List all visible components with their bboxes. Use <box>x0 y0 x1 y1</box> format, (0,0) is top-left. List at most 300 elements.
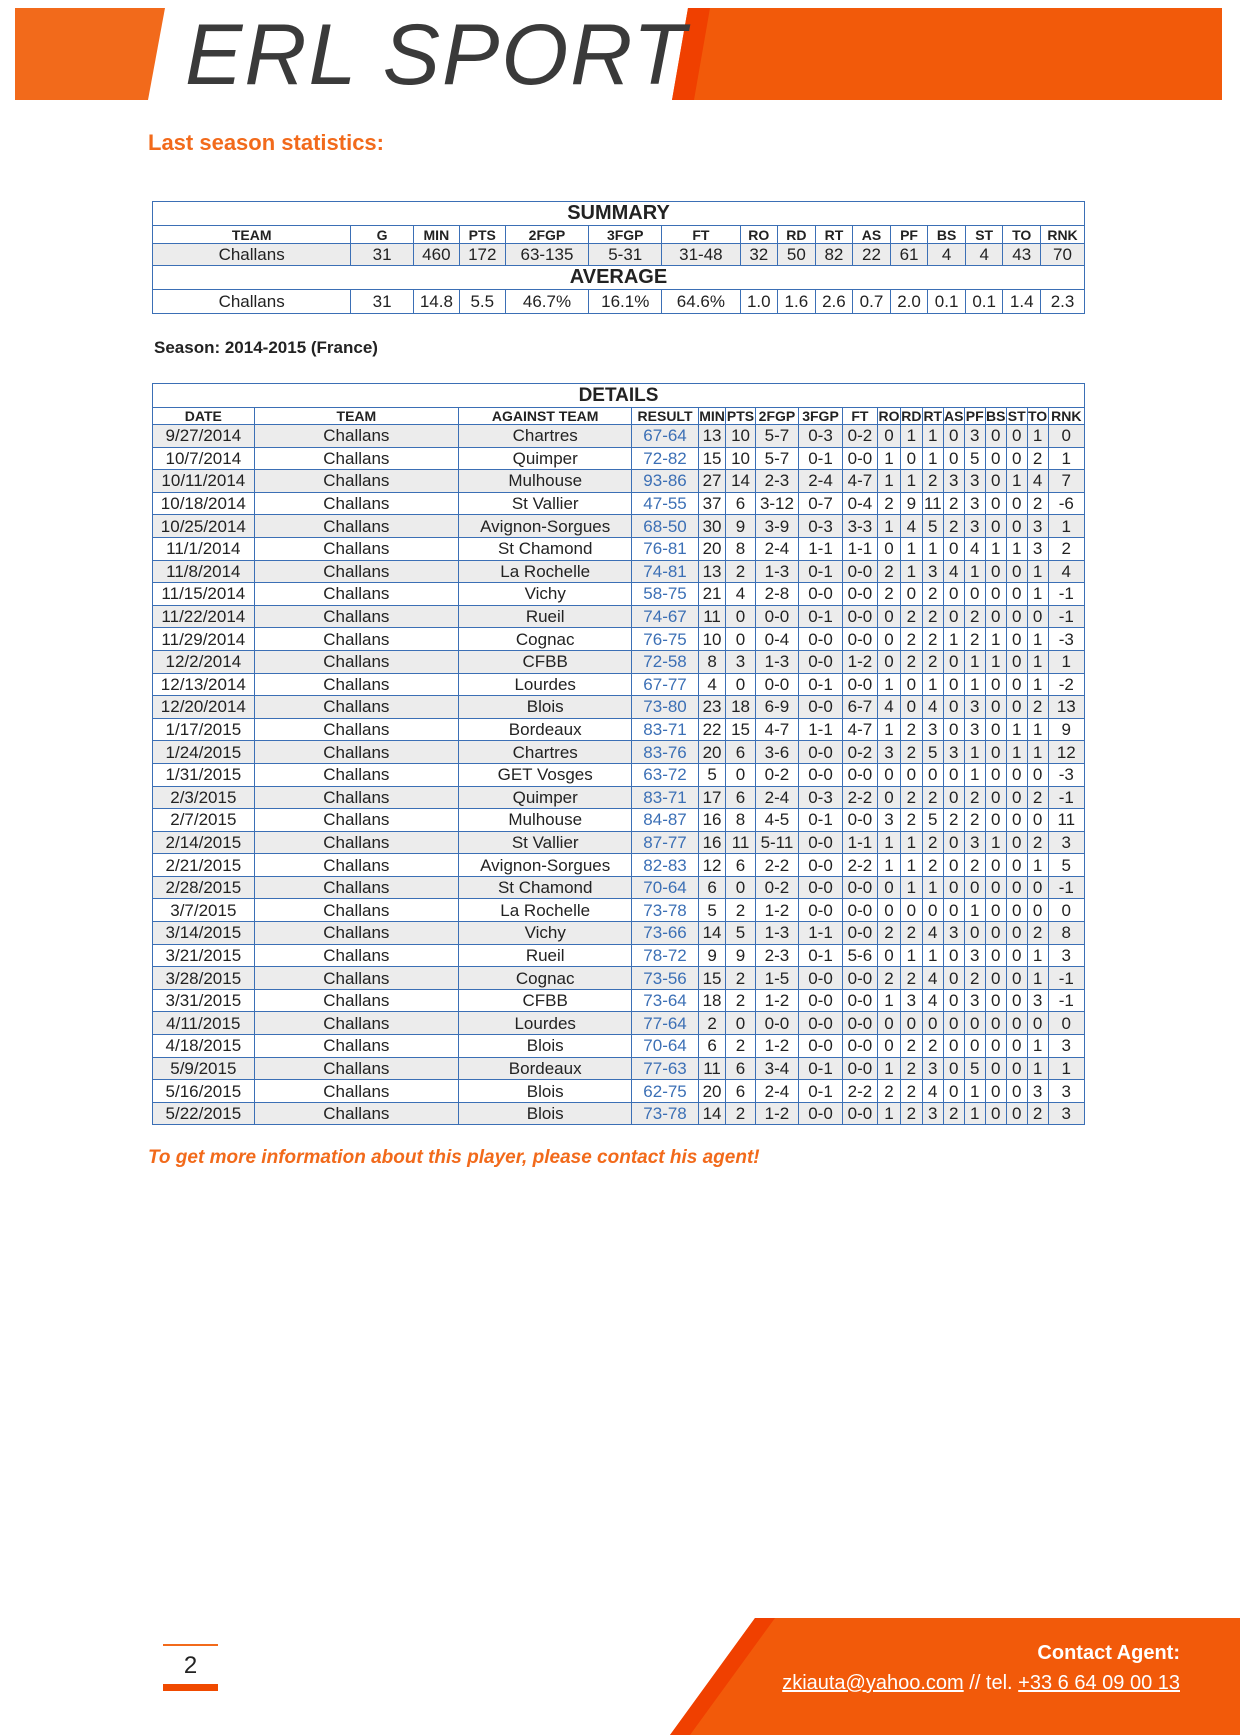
table-cell: 0 <box>985 1080 1006 1103</box>
details-header-cell: RESULT <box>632 408 698 425</box>
table-row <box>153 1057 1085 1080</box>
table-cell: Challans <box>254 583 458 606</box>
table-cell: 11 <box>726 831 755 854</box>
table-cell: 1-1 <box>799 537 843 560</box>
table-cell: 13 <box>698 560 726 583</box>
table-cell: Challans <box>254 673 458 696</box>
table-cell: 0 <box>985 425 1006 448</box>
result-link[interactable]: 73-66 <box>632 922 698 945</box>
table-cell: 5 <box>922 515 943 538</box>
table-cell: 0 <box>943 1035 964 1058</box>
table-row <box>153 876 1085 899</box>
table-cell: 2 <box>900 1057 922 1080</box>
table-cell: 0 <box>985 447 1006 470</box>
table-cell: 0-0 <box>842 1057 877 1080</box>
table-cell: 21 <box>698 583 726 606</box>
table-cell: Bordeaux <box>459 1057 632 1080</box>
details-header-cell: RO <box>878 408 900 424</box>
table-cell: 1 <box>964 763 985 786</box>
table-cell: 10/25/2014 <box>153 515 255 538</box>
table-cell: 2 <box>726 899 755 922</box>
details-caption-row <box>153 384 1085 408</box>
table-cell: Quimper <box>459 786 632 809</box>
table-row <box>153 718 1085 741</box>
table-cell: 1 <box>922 944 943 967</box>
table-cell: 1-3 <box>755 650 799 673</box>
table-cell: Challans <box>254 809 458 832</box>
table-cell: 0 <box>943 1057 964 1080</box>
table-cell: 1-2 <box>755 1035 799 1058</box>
result-link[interactable]: 73-78 <box>632 899 698 922</box>
table-cell: 2-8 <box>755 583 799 606</box>
table-cell: 1-1 <box>842 537 877 560</box>
table-cell: 9 <box>900 492 922 515</box>
table-cell: 0 <box>1048 1012 1084 1035</box>
table-cell: 3 <box>922 1102 943 1125</box>
table-cell: 0-0 <box>842 1035 877 1058</box>
table-cell: 3 <box>922 560 943 583</box>
table-cell: 11/15/2014 <box>153 583 255 606</box>
table-cell: 0 <box>878 1012 901 1035</box>
table-cell: 0-0 <box>755 605 799 628</box>
result-link[interactable]: 78-72 <box>632 944 698 967</box>
table-cell: 0-0 <box>842 583 877 606</box>
table-cell: 15 <box>726 718 755 741</box>
result-link[interactable]: 74-67 <box>632 605 698 628</box>
table-cell: 0 <box>922 899 943 922</box>
details-header-cell: AGAINST TEAM <box>459 408 632 425</box>
table-cell: 0 <box>943 673 964 696</box>
result-link[interactable]: 83-76 <box>632 741 698 764</box>
table-cell: 0-0 <box>842 605 877 628</box>
table-cell: 0 <box>943 583 964 606</box>
table-cell: 0 <box>943 967 964 990</box>
table-cell: 0 <box>943 854 964 877</box>
table-cell: 0 <box>726 673 755 696</box>
table-cell: 0 <box>1006 967 1027 990</box>
table-cell: 6 <box>698 876 726 899</box>
table-cell: -3 <box>1048 763 1084 786</box>
table-cell: 6 <box>726 1080 755 1103</box>
table-row <box>153 425 1085 448</box>
table-cell: 1 <box>964 1102 985 1125</box>
table-cell: 3 <box>1027 989 1048 1012</box>
table-cell: 1 <box>1027 854 1048 877</box>
table-cell: Mulhouse <box>459 809 632 832</box>
table-cell: 0 <box>943 1012 964 1035</box>
table-cell: 0-0 <box>799 1102 843 1125</box>
table-cell: 0-0 <box>799 763 843 786</box>
season-label: Season: 2014-2015 (France) <box>154 338 378 357</box>
table-cell: 5/22/2015 <box>153 1102 255 1125</box>
table-row <box>153 583 1085 606</box>
table-cell: 0-0 <box>842 1012 877 1035</box>
agent-phone-link[interactable]: +33 6 64 09 00 13 <box>1018 1672 1180 1694</box>
table-cell: 0 <box>1006 605 1027 628</box>
agent-email-link[interactable]: zkiauta@yahoo.com <box>782 1672 964 1694</box>
table-row <box>153 537 1085 560</box>
table-row <box>153 741 1085 764</box>
table-cell: 1 <box>1027 718 1048 741</box>
table-cell: 0-2 <box>755 763 799 786</box>
table-cell: 13 <box>1048 696 1084 719</box>
table-cell: 2 <box>1027 492 1048 515</box>
table-cell: 0 <box>985 560 1006 583</box>
table-cell: 1-1 <box>799 718 843 741</box>
table-cell: 4/18/2015 <box>153 1035 255 1058</box>
table-cell: 8 <box>726 537 755 560</box>
table-cell: 2 <box>943 809 964 832</box>
table-cell: 0 <box>985 470 1006 493</box>
table-row <box>153 560 1085 583</box>
table-cell: 2 <box>900 1102 922 1125</box>
table-cell: 0 <box>1006 492 1027 515</box>
table-cell: 3/31/2015 <box>153 989 255 1012</box>
table-cell: -1 <box>1048 989 1084 1012</box>
summary-header-cell: 3FGP <box>589 226 662 244</box>
summary-total-cell: 43 <box>1003 244 1041 266</box>
table-cell: 2/3/2015 <box>153 786 255 809</box>
details-header-cell: 3FGP <box>799 408 843 425</box>
result-link[interactable]: 47-55 <box>632 492 698 515</box>
result-link[interactable]: 67-77 <box>632 673 698 696</box>
table-cell: 4 <box>922 1080 943 1103</box>
table-cell: 0 <box>985 989 1006 1012</box>
result-link[interactable]: 73-64 <box>632 989 698 1012</box>
table-cell: 2 <box>900 922 922 945</box>
table-cell: 0-0 <box>842 876 877 899</box>
table-cell: 15 <box>698 447 726 470</box>
table-cell: 3 <box>964 718 985 741</box>
table-cell: Challans <box>254 944 458 967</box>
table-cell: 1 <box>1027 1035 1048 1058</box>
table-cell: 2 <box>726 989 755 1012</box>
table-cell: 1 <box>878 1102 901 1125</box>
result-link[interactable]: 76-81 <box>632 537 698 560</box>
summary-header-cell: BS <box>928 226 966 244</box>
table-cell: 0 <box>726 1012 755 1035</box>
table-cell: 6 <box>726 1057 755 1080</box>
table-cell: 27 <box>698 470 726 493</box>
table-cell: 37 <box>698 492 726 515</box>
table-cell: Challans <box>254 1080 458 1103</box>
summary-header-cell: TEAM <box>153 226 351 244</box>
header-banner <box>0 0 1240 110</box>
table-cell: 5/9/2015 <box>153 1057 255 1080</box>
table-cell: 1 <box>1006 537 1027 560</box>
summary-header-cell: RO <box>740 226 778 244</box>
table-cell: 1/17/2015 <box>153 718 255 741</box>
table-cell: 1 <box>878 470 901 493</box>
table-cell: 0 <box>985 515 1006 538</box>
result-link[interactable]: 68-50 <box>632 515 698 538</box>
table-cell: 4 <box>922 696 943 719</box>
table-cell: 2 <box>1027 696 1048 719</box>
table-cell: 0 <box>1006 944 1027 967</box>
table-cell: -2 <box>1048 673 1084 696</box>
table-cell: Challans <box>254 831 458 854</box>
table-cell: 0 <box>985 854 1006 877</box>
table-cell: 0 <box>985 492 1006 515</box>
summary-average-cell: 46.7% <box>505 290 588 314</box>
summary-total-cell: 61 <box>890 244 928 266</box>
table-cell: Challans <box>254 515 458 538</box>
table-cell: 5-7 <box>755 447 799 470</box>
result-link[interactable]: 63-72 <box>632 763 698 786</box>
table-cell: 1 <box>1006 741 1027 764</box>
table-cell: 0 <box>985 605 1006 628</box>
table-cell: 2 <box>943 515 964 538</box>
average-caption-row <box>153 266 1085 290</box>
table-cell: 6-9 <box>755 696 799 719</box>
summary-average-cell: 16.1% <box>589 290 662 314</box>
result-link[interactable]: 83-71 <box>632 786 698 809</box>
table-cell: 1 <box>900 560 922 583</box>
table-cell: 0 <box>878 876 901 899</box>
table-cell: 0 <box>943 989 964 1012</box>
table-cell: 2/28/2015 <box>153 876 255 899</box>
table-cell: 1 <box>1027 1057 1048 1080</box>
table-cell: 1 <box>1027 560 1048 583</box>
table-cell: 1 <box>1027 741 1048 764</box>
summary-average-cell: 0.1 <box>965 290 1003 314</box>
table-cell: Challans <box>254 447 458 470</box>
summary-average-cell: 0.1 <box>928 290 966 314</box>
result-link[interactable]: 72-58 <box>632 650 698 673</box>
table-cell: 0 <box>1006 899 1027 922</box>
details-header-cell: ST <box>1007 408 1026 424</box>
table-cell: -1 <box>1048 786 1084 809</box>
table-cell: 0-0 <box>799 741 843 764</box>
result-link[interactable]: 72-82 <box>632 447 698 470</box>
summary-average-row <box>153 290 1085 314</box>
table-cell: 0 <box>985 899 1006 922</box>
table-cell: 0 <box>943 425 964 448</box>
table-cell: 0 <box>1006 696 1027 719</box>
table-cell: 1 <box>900 854 922 877</box>
table-cell: 1 <box>922 425 943 448</box>
table-cell: 0-0 <box>842 809 877 832</box>
table-cell: 9 <box>1048 718 1084 741</box>
result-link[interactable]: 67-64 <box>632 425 698 448</box>
table-cell: 1 <box>878 989 901 1012</box>
summary-average-cell: 0.7 <box>853 290 891 314</box>
table-cell: 1 <box>1048 515 1084 538</box>
table-cell: 0 <box>1006 650 1027 673</box>
table-row <box>153 899 1085 922</box>
table-cell: 0-0 <box>799 876 843 899</box>
result-link[interactable]: 76-75 <box>632 628 698 651</box>
table-cell: 0-0 <box>799 628 843 651</box>
table-cell: 11 <box>698 605 726 628</box>
table-row <box>153 696 1085 719</box>
table-cell: 4 <box>1027 470 1048 493</box>
table-cell: 8 <box>1048 922 1084 945</box>
table-row <box>153 967 1085 990</box>
result-link[interactable]: 70-64 <box>632 876 698 899</box>
table-cell: 1 <box>1048 1057 1084 1080</box>
table-cell: 0-0 <box>799 1012 843 1035</box>
table-cell: 1 <box>878 831 901 854</box>
table-cell: 4-7 <box>842 470 877 493</box>
table-cell: 3 <box>964 425 985 448</box>
table-cell: 4 <box>878 696 901 719</box>
table-cell: 1 <box>1027 944 1048 967</box>
table-cell: 0 <box>1006 1012 1027 1035</box>
table-cell: 2-3 <box>755 944 799 967</box>
result-link[interactable]: 73-78 <box>632 1102 698 1125</box>
details-header-cell: PTS <box>726 408 755 424</box>
table-cell: 5 <box>964 1057 985 1080</box>
table-cell: 2 <box>1027 786 1048 809</box>
table-cell: 1-5 <box>755 967 799 990</box>
table-cell: 2 <box>726 967 755 990</box>
summary-average-cell: Challans <box>153 290 351 314</box>
table-cell: 0 <box>985 809 1006 832</box>
table-cell: 0-0 <box>799 967 843 990</box>
table-cell: 1-1 <box>842 831 877 854</box>
table-cell: 2 <box>726 560 755 583</box>
table-cell: 1 <box>1027 673 1048 696</box>
table-cell: 3 <box>900 989 922 1012</box>
table-cell: GET Vosges <box>459 763 632 786</box>
result-link[interactable]: 83-71 <box>632 718 698 741</box>
details-caption: DETAILS <box>153 384 1085 408</box>
table-cell: 2 <box>922 831 943 854</box>
table-cell: 0-0 <box>842 673 877 696</box>
details-header-cell: RD <box>901 408 922 424</box>
table-cell: Challans <box>254 876 458 899</box>
table-cell: 3 <box>1048 944 1084 967</box>
table-cell: 0-0 <box>842 967 877 990</box>
table-cell: 14 <box>698 922 726 945</box>
table-cell: 0 <box>1006 854 1027 877</box>
table-cell: 0-3 <box>799 515 843 538</box>
result-link[interactable]: 73-80 <box>632 696 698 719</box>
table-cell: -3 <box>1048 628 1084 651</box>
table-cell: 5 <box>922 741 943 764</box>
summary-average-cell: 31 <box>351 290 414 314</box>
table-cell: 2 <box>922 583 943 606</box>
table-cell: 2 <box>878 922 901 945</box>
table-cell: 5 <box>964 447 985 470</box>
table-cell: 0 <box>985 967 1006 990</box>
result-link[interactable]: 62-75 <box>632 1080 698 1103</box>
table-cell: 1 <box>1048 447 1084 470</box>
table-cell: 10/18/2014 <box>153 492 255 515</box>
result-link[interactable]: 58-75 <box>632 583 698 606</box>
table-cell: Vichy <box>459 583 632 606</box>
details-header-cell: MIN <box>699 408 725 424</box>
table-cell: 7 <box>1048 470 1084 493</box>
result-link[interactable]: 70-64 <box>632 1035 698 1058</box>
summary-header-cell: 2FGP <box>505 226 588 244</box>
result-link[interactable]: 82-83 <box>632 854 698 877</box>
result-link[interactable]: 74-81 <box>632 560 698 583</box>
summary-average-cell: 2.3 <box>1041 290 1085 314</box>
result-link[interactable]: 93-86 <box>632 470 698 493</box>
table-cell: 2 <box>1027 1102 1048 1125</box>
table-cell: 0 <box>964 583 985 606</box>
table-row <box>153 492 1085 515</box>
table-row <box>153 1102 1085 1125</box>
table-cell: Challans <box>254 1035 458 1058</box>
table-cell: 2 <box>878 492 901 515</box>
table-cell: 0 <box>943 763 964 786</box>
table-cell: Challans <box>254 425 458 448</box>
result-link[interactable]: 84-87 <box>632 809 698 832</box>
table-cell: 4 <box>964 537 985 560</box>
table-cell: 5/16/2015 <box>153 1080 255 1103</box>
table-cell: 1 <box>878 673 901 696</box>
contact-agent-title: Contact Agent: <box>1037 1642 1180 1664</box>
result-link[interactable]: 87-77 <box>632 831 698 854</box>
table-row <box>153 470 1085 493</box>
table-cell: 1 <box>900 831 922 854</box>
summary-average-cell: 14.8 <box>413 290 459 314</box>
table-cell: 0-4 <box>842 492 877 515</box>
table-cell: 0 <box>922 1012 943 1035</box>
summary-total-cell: 70 <box>1041 244 1085 266</box>
summary-caption: SUMMARY <box>153 202 1085 226</box>
table-cell: 3 <box>943 741 964 764</box>
table-cell: 1/24/2015 <box>153 741 255 764</box>
table-cell: 0-0 <box>842 989 877 1012</box>
table-cell: 10 <box>726 447 755 470</box>
table-cell: 3 <box>964 492 985 515</box>
table-cell: Blois <box>459 1102 632 1125</box>
table-cell: 1 <box>1027 650 1048 673</box>
table-cell: 0 <box>1027 763 1048 786</box>
table-cell: Challans <box>254 1012 458 1035</box>
table-cell: 1-3 <box>755 560 799 583</box>
table-cell: CFBB <box>459 650 632 673</box>
summary-header-cell: PTS <box>459 226 505 244</box>
table-cell: 3 <box>1048 1035 1084 1058</box>
table-cell: 30 <box>698 515 726 538</box>
table-cell: 3 <box>964 515 985 538</box>
table-cell: Lourdes <box>459 673 632 696</box>
summary-average-cell: 2.0 <box>890 290 928 314</box>
table-cell: 0 <box>943 650 964 673</box>
result-link[interactable]: 73-56 <box>632 967 698 990</box>
table-cell: 2 <box>964 605 985 628</box>
table-row <box>153 673 1085 696</box>
table-cell: 0 <box>985 718 1006 741</box>
table-cell: Avignon-Sorgues <box>459 854 632 877</box>
table-cell: 3-4 <box>755 1057 799 1080</box>
table-cell: Rueil <box>459 605 632 628</box>
summary-average-cell: 1.6 <box>778 290 816 314</box>
table-cell: Quimper <box>459 447 632 470</box>
table-cell: 9 <box>726 515 755 538</box>
result-link[interactable]: 77-64 <box>632 1012 698 1035</box>
table-cell: 9 <box>726 944 755 967</box>
table-cell: Chartres <box>459 741 632 764</box>
summary-total-cell: 32 <box>740 244 778 266</box>
summary-average-cell: 2.6 <box>815 290 853 314</box>
table-cell: St Vallier <box>459 492 632 515</box>
table-cell: 0-0 <box>799 831 843 854</box>
table-cell: 1 <box>1006 470 1027 493</box>
table-cell: 0 <box>878 1035 901 1058</box>
table-cell: 1 <box>1027 967 1048 990</box>
table-cell: Challans <box>254 605 458 628</box>
table-cell: 2 <box>943 492 964 515</box>
table-cell: 2 <box>900 967 922 990</box>
result-link[interactable]: 77-63 <box>632 1057 698 1080</box>
table-cell: 16 <box>698 809 726 832</box>
